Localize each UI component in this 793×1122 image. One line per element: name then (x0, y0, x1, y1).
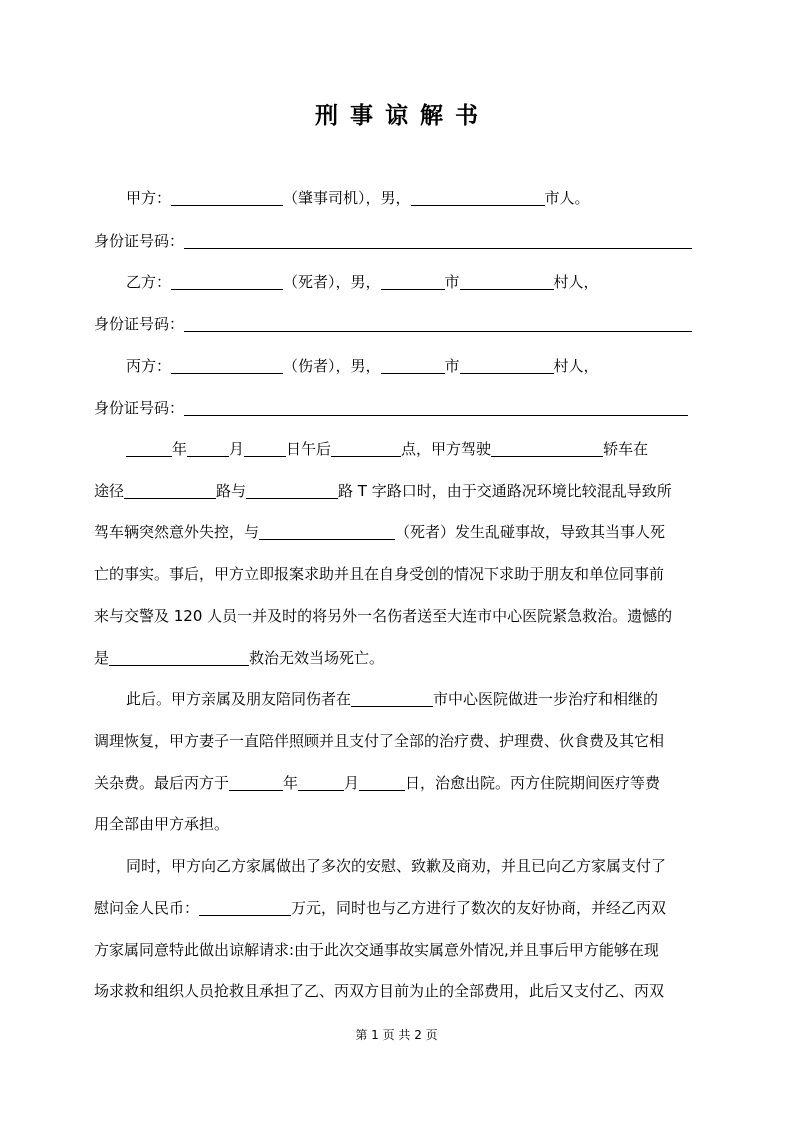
para2-year-blank (229, 772, 283, 791)
para2-month-blank (298, 772, 344, 791)
para3-line4: 场求救和组织人员抢救且承担了乙、丙双方目前为止的全部费用，此后又支付乙、丙双 (94, 982, 665, 1000)
party-b-line (94, 270, 732, 294)
party-c-note: （伤者），男， (283, 357, 381, 375)
para1-line2 (94, 479, 700, 503)
para2-text: 日，治愈出院。丙方住院期间医疗等费 (405, 774, 661, 792)
party-b-city: 市 (444, 273, 460, 291)
party-b-village-blank (460, 271, 554, 290)
para2-line1 (94, 687, 732, 711)
para2-line4: 用全部由甲方承担。 (94, 815, 230, 833)
party-a-name-blank (171, 187, 283, 206)
document-title: 刑事谅解书 (315, 102, 490, 129)
party-c-village-blank (460, 355, 554, 374)
party-c-name-blank (171, 355, 283, 374)
year-label: 年 (283, 774, 299, 792)
party-b-id-label: 身份证号码： (94, 315, 185, 333)
para1-victim-blank (259, 521, 395, 540)
para1-text: 途径 (94, 482, 125, 500)
para1-road1-blank (124, 480, 216, 499)
para1-text: （死者）发生乱碰事故，导致其当事人死 (395, 523, 666, 541)
para1-text: 轿车在 (603, 440, 649, 458)
party-a-label: 甲方： (126, 189, 172, 207)
para1-text: 是 (94, 649, 110, 667)
party-c-city-blank (381, 355, 445, 374)
party-c-line (94, 354, 732, 378)
para2-text: 关杂费。最后丙方于 (94, 774, 230, 792)
month-label: 月 (229, 440, 245, 458)
para3-line1: 同时，甲方向乙方家属做出了多次的安慰、致歉及商劝，并且已向乙方家属支付了 (126, 857, 667, 875)
para1-text: 点，甲方驾驶 (401, 440, 492, 458)
para2-line3 (94, 771, 700, 795)
year-label: 年 (172, 440, 188, 458)
para2-text: 市中心医院做进一步治疗和相继的 (433, 690, 659, 708)
para1-line4: 亡的事实。事后，甲方立即报案求助并且在自身受创的情况下求助于朋友和单位同事前 (94, 565, 665, 583)
para3-line2 (94, 896, 700, 920)
para1-day-blank (244, 438, 286, 457)
party-a-line (94, 186, 732, 210)
party-a-end: 市人。 (544, 189, 590, 207)
month-label: 月 (344, 774, 360, 792)
para1-text: 救治无效当场死亡。 (249, 649, 385, 667)
party-a-id-line (94, 229, 700, 253)
party-c-id-label: 身份证号码： (94, 399, 185, 417)
party-a-city-blank (411, 187, 545, 206)
para1-text: 驾车辆突然意外失控，与 (94, 523, 260, 541)
para1-line6 (94, 646, 700, 670)
party-b-label: 乙方： (126, 273, 172, 291)
party-c-end: 村人， (553, 357, 599, 375)
party-a-id-label: 身份证号码： (94, 232, 185, 250)
para3-text: 万元，同时也与乙方进行了数次的友好协商，并经乙丙双 (291, 899, 667, 917)
page-footer: 第 1 页 共 2 页 (355, 1028, 438, 1042)
party-a-id-blank (184, 230, 692, 249)
para1-deceased-blank (109, 647, 249, 666)
para2-text: 此后。甲方亲属及朋友陪同伤者在 (126, 690, 352, 708)
para3-amount-blank (199, 897, 291, 916)
para1-year-blank (126, 438, 172, 457)
party-c-id-line (94, 396, 700, 420)
party-c-id-blank (184, 397, 688, 416)
party-b-note: （死者），男， (283, 273, 381, 291)
para1-text: 路与 (216, 482, 247, 500)
para1-road2-blank (246, 480, 338, 499)
para1-text: 路 T 字路口时，由于交通路况环境比较混乱导致所 (338, 482, 672, 500)
party-b-end: 村人， (553, 273, 599, 291)
party-a-note: （肇事司机），男， (283, 189, 411, 207)
para2-day-blank (359, 772, 405, 791)
party-b-name-blank (171, 271, 283, 290)
party-b-id-line (94, 312, 700, 336)
para2-line2: 调理恢复，甲方妻子一直陪伴照顾并且支付了全部的治疗费、护理费、伙食费及其它相 (94, 732, 665, 750)
para1-car-blank (491, 438, 603, 457)
para1-hour-blank (331, 438, 401, 457)
party-c-city: 市 (444, 357, 460, 375)
para1-line1 (94, 437, 732, 461)
party-b-id-blank (184, 313, 692, 332)
party-b-city-blank (381, 271, 445, 290)
day-label: 日午后 (286, 440, 332, 458)
para3-text: 慰问金人民币： (94, 899, 200, 917)
para1-month-blank (187, 438, 229, 457)
para3-line3: 方家属同意特此做出谅解请求:由于此次交通事故实属意外情况,并且事后甲方能够在现 (94, 941, 659, 959)
party-c-label: 丙方： (126, 357, 172, 375)
para1-line5: 来与交警及 120 人员一并及时的将另外一名伤者送至大连市中心医院紧急救治。遗憾的 (94, 607, 673, 625)
para1-line3 (94, 520, 700, 544)
para2-city-blank (351, 688, 433, 707)
